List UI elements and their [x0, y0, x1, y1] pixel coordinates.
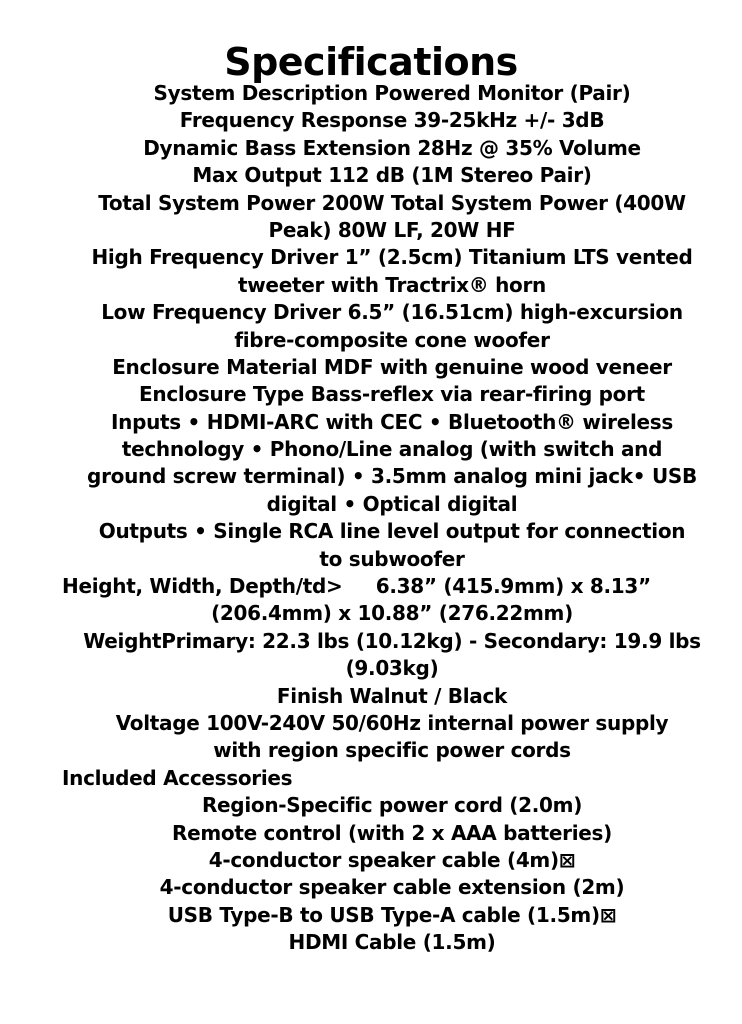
spec-line-frequency-response: Frequency Response 39-25kHz +/- 3dB [179, 108, 605, 133]
spec-line-system-description: System Description Powered Monitor (Pair) [153, 81, 631, 105]
spec-line-lf-driver: Low Frequency Driver 6.5” (16.51cm) high-excursion [101, 300, 683, 325]
spec-line-included-accessories: Included Accessories [62, 765, 293, 790]
spec-line-inputs: Inputs • HDMI-ARC with CEC • Bluetooth® wireless [110, 409, 674, 434]
spec-line-outputs-cont: to subwoofer [319, 546, 465, 571]
accessory-speaker-cable: 4-conductor speaker cable (4m)⊠ [208, 847, 576, 872]
spec-line-inputs-cont-2: ground screw terminal) • 3.5mm analog mini jack• USB [87, 464, 697, 489]
spec-line-hf-driver: High Frequency Driver 1” (2.5cm) Titanium LTS vented [91, 245, 693, 270]
spec-line-inputs-cont-3: digital • Optical digital [266, 491, 518, 516]
spec-line-dimensions-cont: (206.4mm) x 10.88” (276.22mm) [211, 601, 573, 626]
spec-line-voltage: Voltage 100V-240V 50/60Hz internal power supply [115, 710, 669, 735]
accessory-speaker-cable-extension: 4-conductor speaker cable extension (2m) [159, 875, 625, 900]
accessory-usb-cable: USB Type-B to USB Type-A cable (1.5m)⊠ [167, 902, 617, 927]
spec-line-enclosure-type: Enclosure Type Bass-reflex via rear-firing port [139, 382, 645, 407]
accessory-remote-control: Remote control (with 2 x AAA batteries) [172, 820, 612, 845]
accessory-hdmi-cable: HDMI Cable (1.5m) [288, 930, 496, 955]
spec-line-outputs: Outputs • Single RCA line level output for connection [98, 519, 686, 544]
spec-line-weight: WeightPrimary: 22.3 lbs (10.12kg) - Secondary: 19.9 lbs [83, 628, 701, 653]
spec-line-dynamic-bass: Dynamic Bass Extension 28Hz @ 35% Volume [143, 135, 641, 160]
spec-line-system-power-cont: Peak) 80W LF, 20W HF [268, 217, 516, 242]
spec-line-finish: Finish Walnut / Black [276, 683, 508, 708]
spec-line-voltage-cont: with region specific power cords [213, 738, 571, 763]
spec-line-max-output: Max Output 112 dB (1M Stereo Pair) [192, 163, 592, 188]
spec-line-system-power: Total System Power 200W Total System Power (400W [98, 190, 686, 215]
spec-line-inputs-cont-1: technology • Phono/Line analog (with switch and [121, 437, 663, 462]
spec-line-enclosure-material: Enclosure Material MDF with genuine wood veneer [112, 354, 672, 379]
spec-line-weight-cont: (9.03kg) [345, 656, 439, 681]
spec-line-hf-driver-cont: tweeter with Tractrix® horn [238, 272, 546, 297]
spec-line-lf-driver-cont: fibre-composite cone woofer [234, 327, 550, 352]
spec-line-dimensions: Height, Width, Depth/td> 6.38” (415.9mm) x 8.13” [62, 574, 651, 599]
page-title: Specifications [224, 40, 518, 84]
accessory-power-cord: Region-Specific power cord (2.0m) [201, 793, 583, 818]
spec-list [62, 80, 722, 957]
